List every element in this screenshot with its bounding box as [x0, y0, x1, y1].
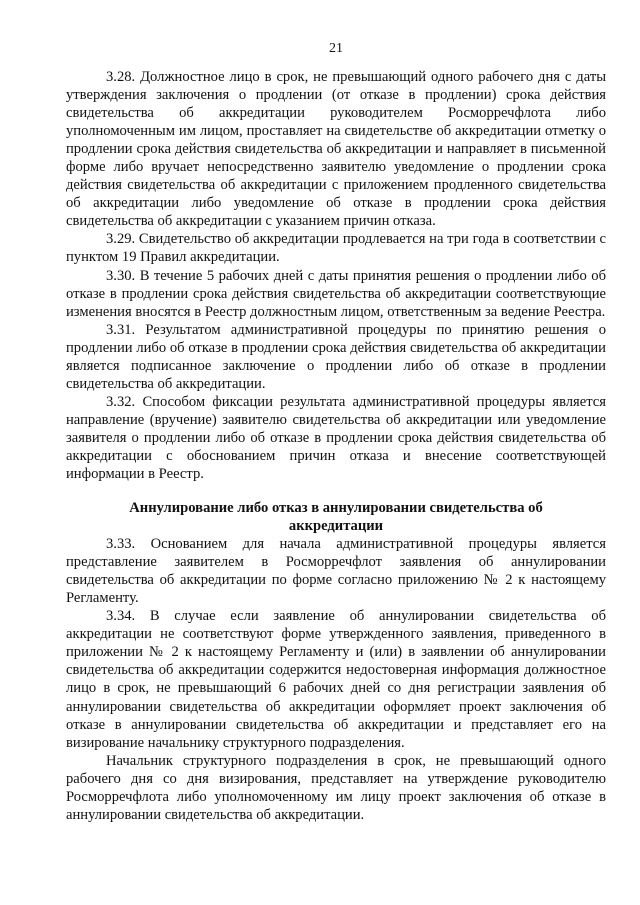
paragraph-3-31: 3.31. Результатом административной процедуры по принятию решения о продлении либо об отказе в продлении срока действия свидетельства об аккредитации является подписанное заключение о продлении либо об отказе в продлении свидетельства об аккредитации.	[66, 321, 606, 392]
paragraph-3-32: 3.32. Способом фиксации результата административной процедуры является направление (вручение) заявителю свидетельства об аккредитации или уведомление заявителя о продлении либо об отказе в продлении срока действия свидетельства об аккредитации с обоснованием причин отказа и внесение соответствующей информации в Реестр.	[66, 393, 606, 483]
paragraph-3-29: 3.29. Свидетельство об аккредитации продлевается на три года в соответствии с пунктом 19 Правил аккредитации.	[66, 231, 606, 266]
paragraph-3-33: 3.33. Основанием для начала административной процедуры является представление заявителем в Росморречфлот заявления об аннулировании свидетельства об аккредитации по форме согласно приложению № 2 к настоящему Регламенту.	[66, 536, 606, 607]
paragraph-head-of-division: Начальник структурного подразделения в срок, не превышающий одного рабочего дня со дня визирования, представляет на утверждение руководителю Росморречфлота либо уполномоченному им лицу проект заключения об отказе в аннулировании свидетельства об аккредитации.	[66, 752, 606, 823]
paragraph-3-28: 3.28. Должностное лицо в срок, не превышающий одного рабочего дня с даты утверждения заключения о продлении (от отказе в продлении) срока действия свидетельства об аккредитации руководителем Росморречфлота либо уполномоченным им лицом, проставляет на свидетельстве об аккредитации отметку о продлении срока действия свидетельства об аккредитации и направляет в письменной форме либо вручает непосредственно заявителю уведомление о продлении срока действия свидетельства об аккредитации с приложением продленного свидетельства об аккредитации либо уведомление об отказе в продлении срока действия свидетельства об аккредитации с указанием причин отказа.	[66, 69, 606, 230]
paragraph-3-34: 3.34. В случае если заявление об аннулировании свидетельства об аккредитации не соответствуют форме утвержденного заявления, приведенного в приложении № 2 к настоящему Регламенту и (или) в заявлении об аннулировании свидетельства об аккредитации содержится недостоверная информация должностное лицо в срок, не превышающий 6 рабочих дней со дня регистрации заявления об аннулировании свидетельства об аккредитации оформляет проект заключения об отказе в аннулировании свидетельства об аккредитации и представляет его на визирование начальнику структурного подразделения.	[66, 608, 606, 751]
paragraph-3-30: 3.30. В течение 5 рабочих дней с даты принятия решения о продлении либо об отказе в продлении срока действия свидетельства об аккредитации соответствующие изменения вносятся в Реестр должностным лицом, ответственным за ведение Реестра.	[66, 267, 606, 320]
page-number: 21	[329, 41, 343, 56]
section-heading: Аннулирование либо отказ в аннулировании свидетельства об аккредитации	[129, 500, 543, 535]
